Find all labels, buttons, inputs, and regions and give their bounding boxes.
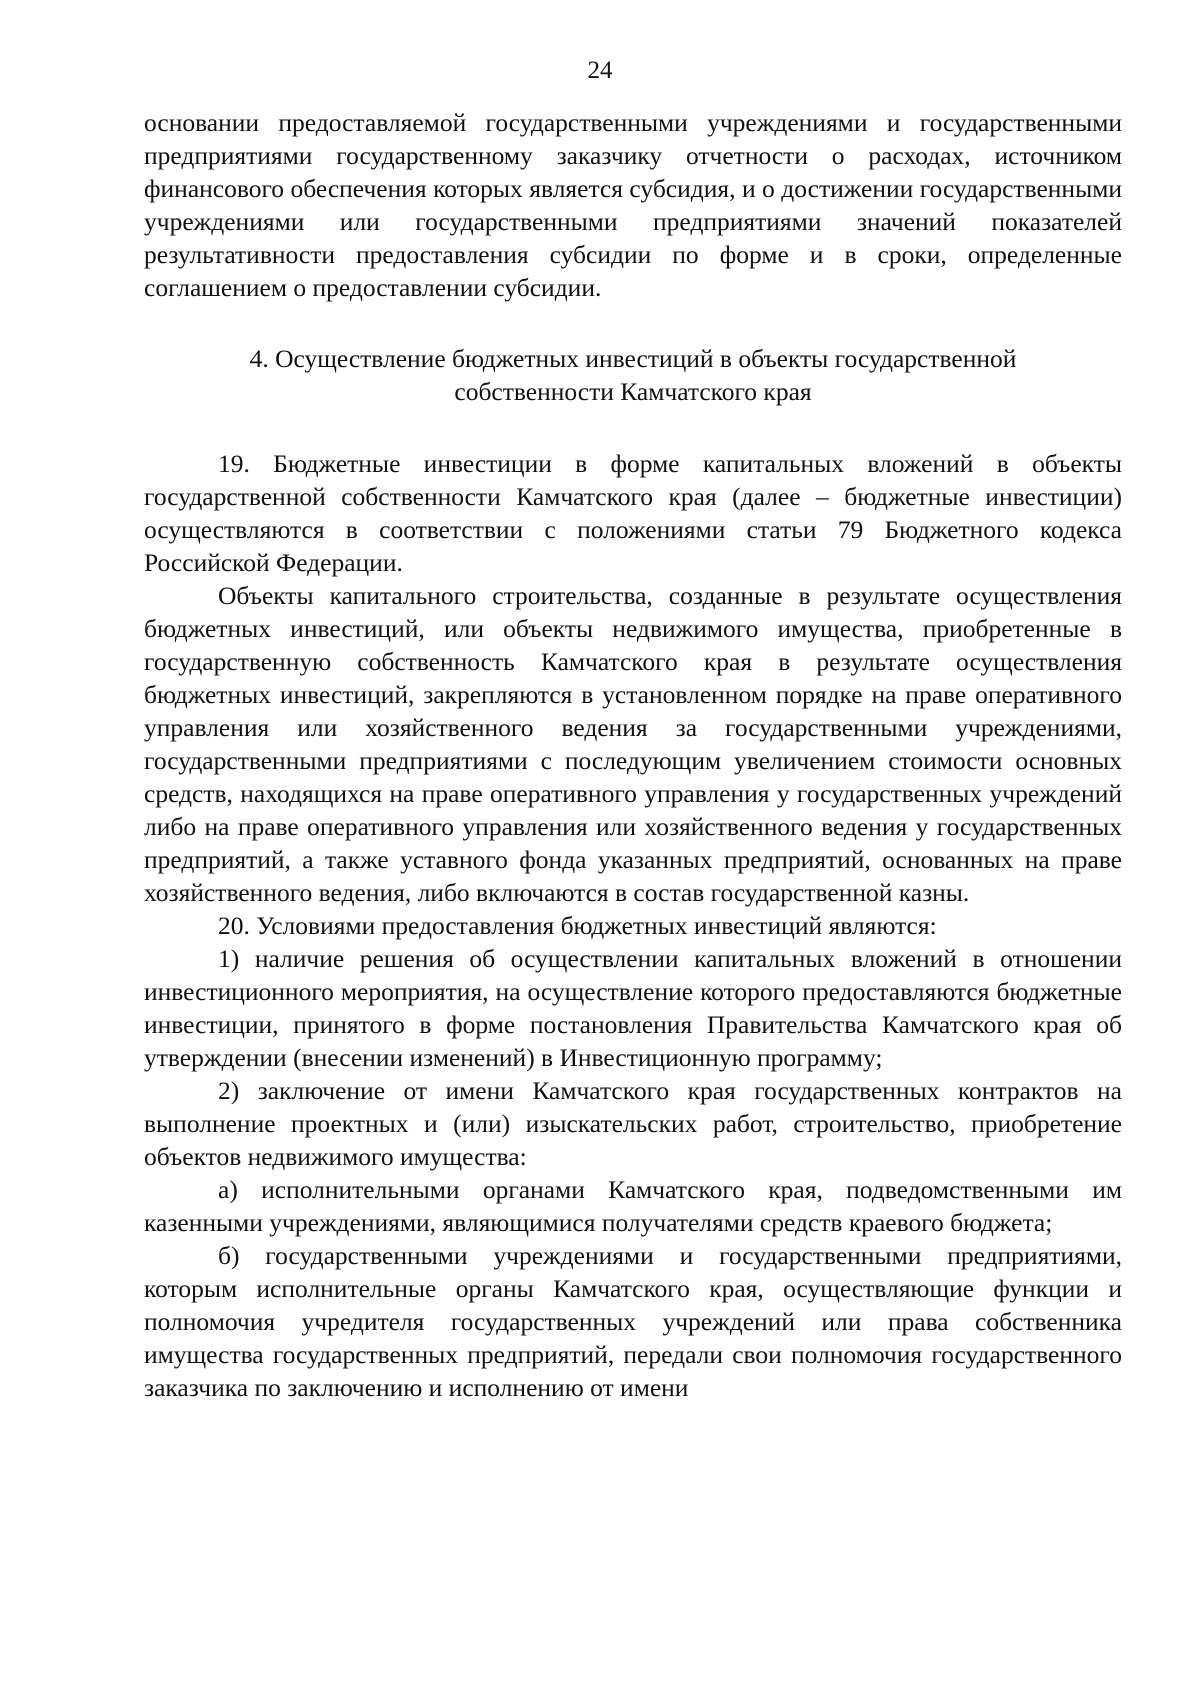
section-heading-line-2: собственности Камчатского края: [454, 377, 812, 406]
document-body: [144, 106, 1122, 1404]
paragraph-capital-objects: Объекты капитального строительства, созданные в результате осуществления бюджетных инвестиций, или объекты недвижимого имущества, приобретенные в государственную собственность Камчатского края в результате осуществления бюджетных инвестиций, закрепляются в установленном порядке на праве оперативного управления или хозяйственного ведения за государственными учреждениями, государственными предприятиями с последующим увеличением стоимости основных средств, находящихся на праве оперативного управления у государственных учреждений либо на праве оперативного управления или хозяйственного ведения у государственных предприятий, а также уставного фонда указанных предприятий, основанных на праве хозяйственного ведения, либо включаются в состав государственной казны.: [144, 581, 1122, 907]
list-item-2a: а) исполнительными органами Камчатского края, подведомственными им казенными учреждениями, являющимися получателями средств краевого бюджета;: [144, 1175, 1122, 1237]
section-heading-line-1: 4. Осуществление бюджетных инвестиций в объекты государственной: [249, 344, 1017, 373]
paragraph-19: 19. Бюджетные инвестиции в форме капитальных вложений в объекты государственной собственности Камчатского края (далее – бюджетные инвестиции) осуществляются в соответствии с положениями статьи 79 Бюджетного кодекса Российской Федерации.: [144, 449, 1122, 577]
page-number: 24: [587, 57, 613, 84]
intro-paragraph: основании предоставляемой государственными учреждениями и государственными предприятиями государственному заказчику отчетности о расходах, источником финансового обеспечения которых является субсидия, и о достижении государственными учреждениями или государственными предприятиями значений показателей результативности предоставления субсидии по форме и в сроки, определенные соглашением о предоставлении субсидии.: [144, 108, 1122, 302]
paragraph-20: 20. Условиями предоставления бюджетных инвестиций являются:: [218, 911, 937, 940]
list-item-2: 2) заключение от имени Камчатского края государственных контрактов на выполнение проектных и (или) изыскательских работ, строительство, приобретение объектов недвижимого имущества:: [144, 1076, 1122, 1171]
section-heading: [144, 342, 1122, 408]
list-item-2b: б) государственными учреждениями и государственными предприятиями, которым исполнительные органы Камчатского края, осуществляющие функции и полномочия учредителя государственных учреждений или права собственника имущества государственных предприятий, передали свои полномочия государственного заказчика по заключению и исполнению от имени: [144, 1241, 1122, 1402]
list-item-1: 1) наличие решения об осуществлении капитальных вложений в отношении инвестиционного мероприятия, на осуществление которого предоставляются бюджетные инвестиции, принятого в форме постановления Правительства Камчатского края об утверждении (внесении изменений) в Инвестиционную программу;: [144, 944, 1122, 1072]
